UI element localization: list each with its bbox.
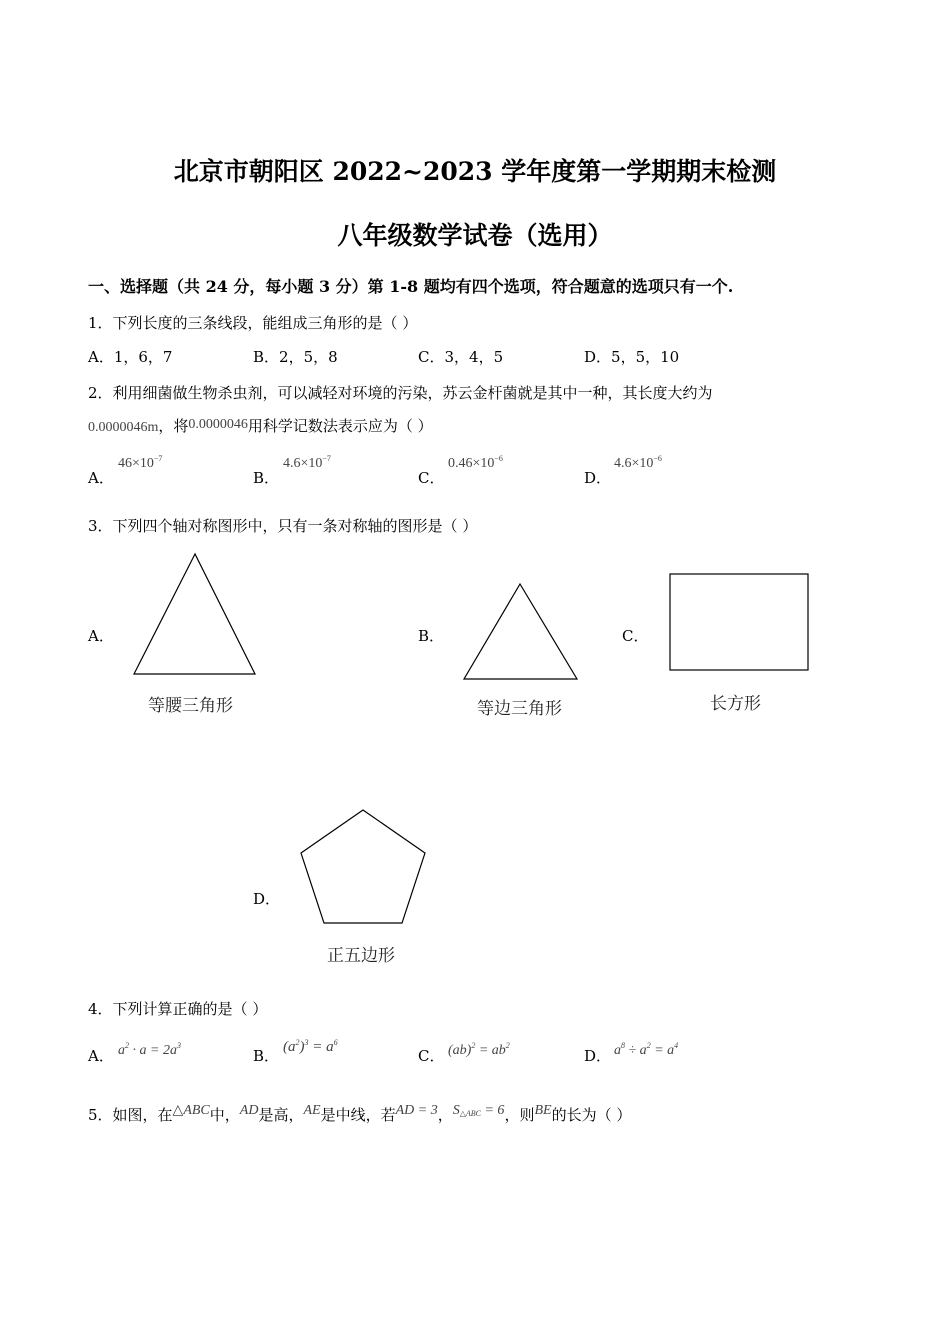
question-4-option-a-expr xyxy=(118,1041,181,1059)
q4-b-exp1: 2 xyxy=(295,1038,300,1047)
q4-a-base: a xyxy=(118,1043,125,1058)
q4-c-exp1: 2 xyxy=(471,1041,476,1050)
question-4-stem: 4．下列计算正确的是（ ） xyxy=(88,1000,268,1018)
q5-text-7: 的长为（ ） xyxy=(551,1106,632,1124)
q4-c-exp2: 2 xyxy=(505,1041,510,1050)
question-5 xyxy=(88,1104,631,1125)
q5-triangle: △ABC xyxy=(172,1103,210,1118)
question-2-option-d-label: D． xyxy=(584,469,612,487)
q5-ae: AE xyxy=(303,1103,321,1118)
q2-a-mantissa: 46×10 xyxy=(118,456,154,471)
regular-pentagon xyxy=(301,810,425,923)
question-4-option-b-expr xyxy=(283,1038,338,1056)
question-3-option-a-label: A． xyxy=(88,627,114,645)
page-title: 北京市朝阳区 2022~2023 学年度第一学期期末检测 xyxy=(173,157,777,186)
q4-b-exp3: 6 xyxy=(333,1038,338,1047)
q4-d-exp3: 4 xyxy=(674,1041,679,1050)
question-1-option-a: A．1，6，7 xyxy=(88,348,173,366)
q2-a-exponent: −7 xyxy=(153,454,163,463)
q5-area-symbol: S xyxy=(452,1103,460,1118)
q4-d-div: ÷ a xyxy=(625,1043,647,1058)
question-2-option-a-label: A． xyxy=(88,469,114,487)
question-3-option-b-caption: 等边三角形 xyxy=(477,699,562,719)
question-1-stem: 1．下列长度的三条线段，能组成三角形的是（ ） xyxy=(88,314,418,332)
question-3-option-d-caption: 正五边形 xyxy=(327,946,395,966)
q4-b-close: ) xyxy=(299,1039,305,1055)
question-4-option-d-label: D． xyxy=(584,1047,612,1065)
question-4-option-c-label: C． xyxy=(418,1047,445,1065)
q4-a-mid: · a = 2a xyxy=(129,1043,177,1058)
question-2-option-c-label: C． xyxy=(418,469,445,487)
question-3-option-c-caption: 长方形 xyxy=(710,694,761,714)
q2-end-text: 用科学记数法表示应为（ ） xyxy=(247,417,433,435)
q5-area-value: = 6 xyxy=(480,1103,505,1118)
question-4-option-c-expr xyxy=(448,1041,510,1059)
q2-b-exponent: −7 xyxy=(322,454,331,463)
q5-area-sub: △ABC xyxy=(459,1109,481,1118)
q5-text-4: 是中线，若 xyxy=(320,1106,396,1124)
q5-text-3: 是高， xyxy=(258,1106,304,1124)
q5-text-2: 中， xyxy=(209,1106,240,1124)
q5-text-1: 5．如图，在 xyxy=(88,1106,173,1124)
question-2-stem: 2．利用细菌做生物杀虫剂，可以减轻对环境的污染，苏云金杆菌就是其中一种，其长度大约为 xyxy=(88,384,713,402)
isosceles-triangle xyxy=(134,554,255,674)
question-3-stem: 3．下列四个轴对称图形中，只有一条对称轴的图形是（ ） xyxy=(88,517,478,535)
question-3-option-d-label: D． xyxy=(253,890,281,908)
question-4-option-b-label: B． xyxy=(253,1047,280,1065)
q4-d-eq: = a xyxy=(650,1043,675,1058)
q2-b-mantissa: 4.6×10 xyxy=(283,456,323,471)
question-1-option-b: B．2，5，8 xyxy=(253,348,338,366)
q4-b-exp2: 3 xyxy=(304,1038,309,1047)
q5-text-6: ，则 xyxy=(504,1106,535,1124)
q2-value: 0.0000046 xyxy=(188,417,248,432)
q5-ad: AD xyxy=(239,1103,259,1118)
q2-mid-text: ，将 xyxy=(158,417,189,435)
question-3-option-b-label: B． xyxy=(418,627,445,645)
q2-c-mantissa: 0.46×10 xyxy=(448,456,495,471)
q5-text-5: ， xyxy=(437,1106,453,1124)
q4-c-eq: = ab xyxy=(475,1043,506,1058)
q4-a-exp2: 3 xyxy=(176,1041,181,1050)
q2-d-mantissa: 4.6×10 xyxy=(614,456,654,471)
question-3-option-c-label: C． xyxy=(622,627,649,645)
equilateral-triangle xyxy=(464,584,577,679)
q4-a-exp1: 2 xyxy=(125,1041,129,1050)
q4-d-base: a xyxy=(614,1043,621,1058)
q2-c-exponent: −6 xyxy=(494,454,503,463)
question-4-option-d-expr xyxy=(614,1041,678,1059)
question-4-option-a-label: A． xyxy=(88,1047,114,1065)
rectangle xyxy=(670,574,808,670)
q4-b-eq: = a xyxy=(308,1039,334,1055)
q5-ad-value: AD = 3 xyxy=(395,1103,438,1118)
question-1-option-c: C．3，4，5 xyxy=(418,348,504,366)
q5-be: BE xyxy=(534,1103,552,1118)
q2-d-exponent: −6 xyxy=(653,454,662,463)
q4-d-exp2: 2 xyxy=(646,1041,651,1050)
section-header: 一、选择题（共 24 分，每小题 3 分）第 1-8 题均有四个选项，符合题意的选项只有一个. xyxy=(88,277,734,296)
q2-value-meters: 0.0000046m xyxy=(88,420,159,435)
q4-c-left: (ab) xyxy=(448,1043,472,1058)
page-subtitle: 八年级数学试卷（选用） xyxy=(337,221,613,250)
q4-d-exp1: 8 xyxy=(621,1041,625,1050)
q4-b-open: (a xyxy=(283,1039,296,1055)
question-3-option-a-caption: 等腰三角形 xyxy=(148,696,233,716)
question-1-option-d: D．5，5，10 xyxy=(584,348,680,366)
question-2-option-b-label: B． xyxy=(253,469,280,487)
